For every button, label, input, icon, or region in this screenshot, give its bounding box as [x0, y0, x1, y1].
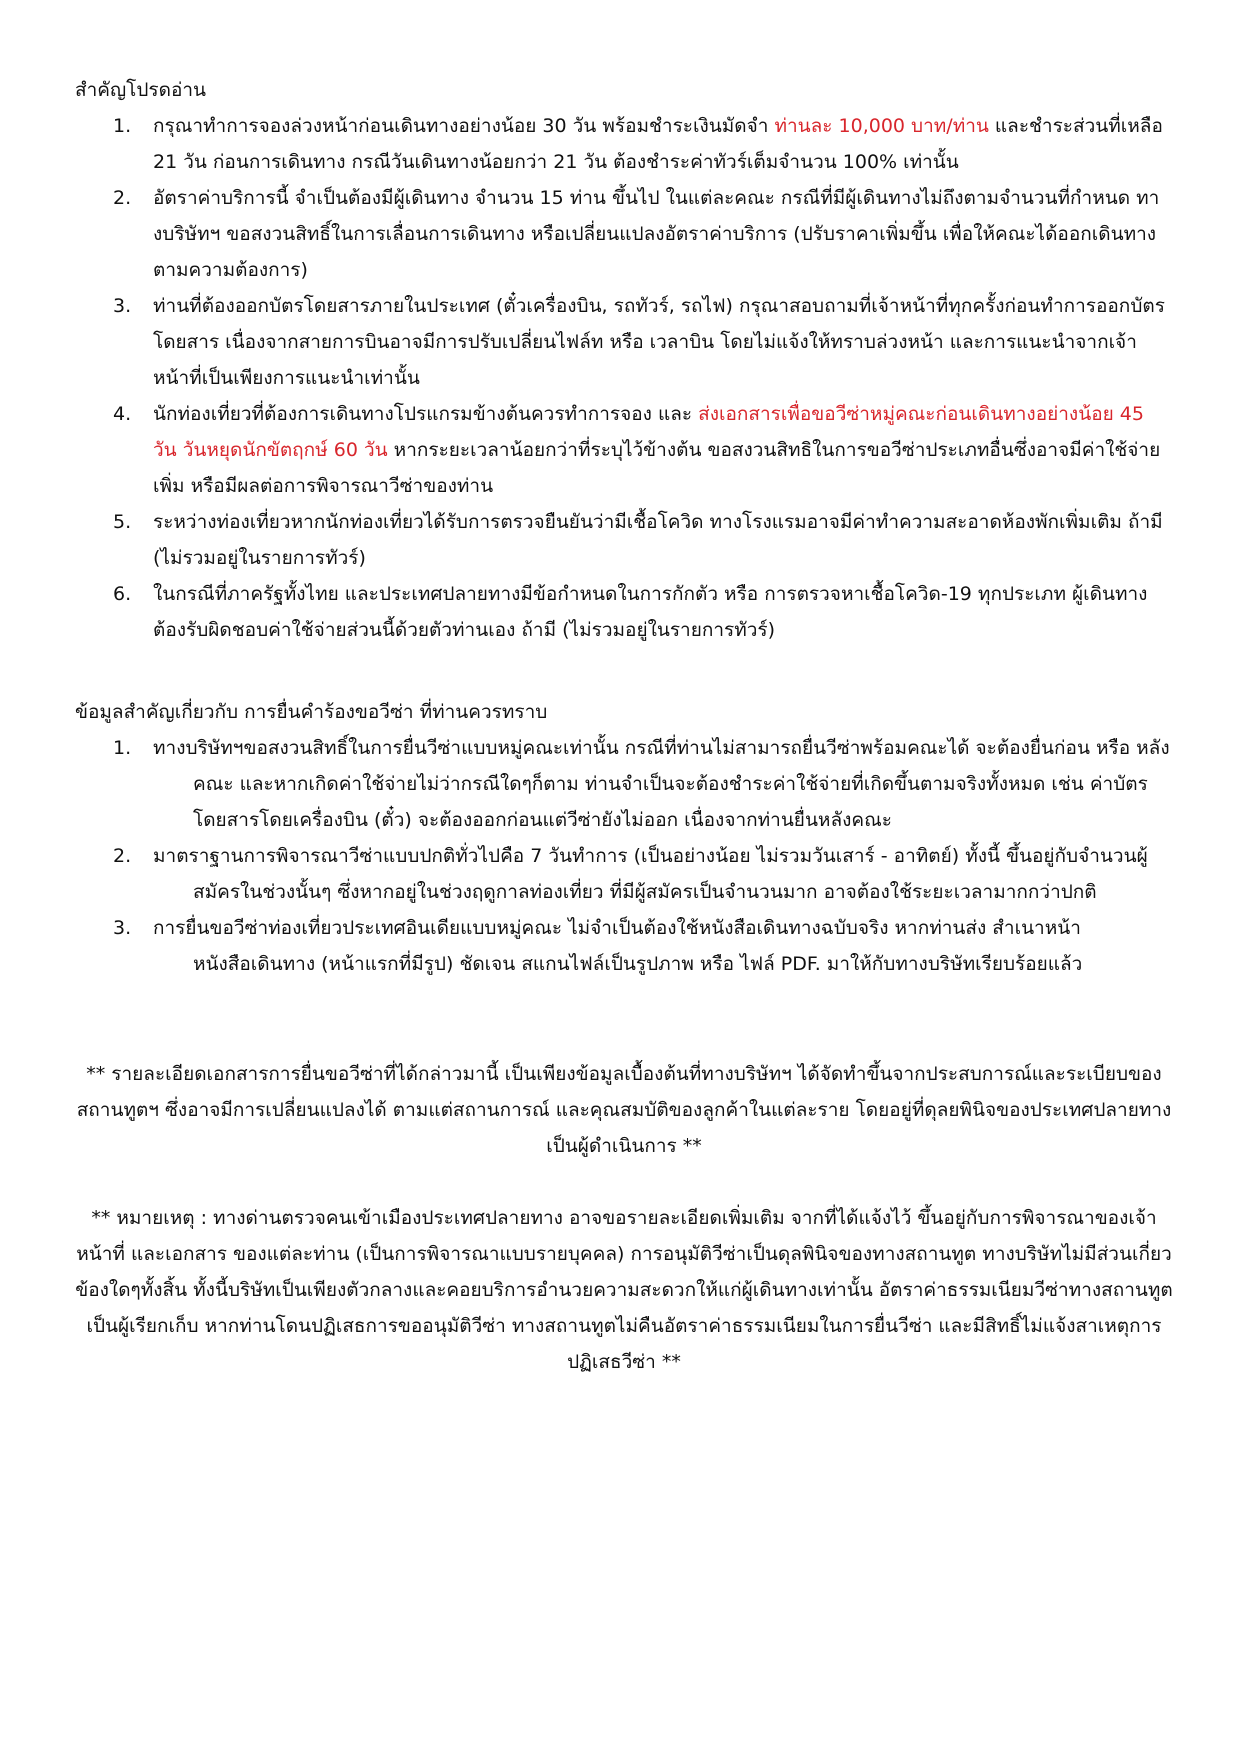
item-text — [153, 108, 1173, 180]
important-heading: สำคัญโปรดอ่าน — [75, 79, 207, 101]
item-text-part: กรุณาทำการจองล่วงหน้าก่อนเดินทางอย่างน้อย 30 วัน พร้อมชำระเงินมัดจำ — [153, 115, 775, 137]
important-item-5 — [113, 504, 1173, 576]
important-item-1 — [113, 108, 1173, 180]
important-item-4 — [113, 396, 1173, 504]
item-text: อัตราค่าบริการนี้ จำเป็นต้องมีผู้เดินทาง จำนวน 15 ท่าน ขึ้นไป ในแต่ละคณะ กรณีที่มีผู้เดินทางไม่ถึงตามจำนวนที่กำหนด ทางบริษัทฯ ขอสงวนสิทธิ์ในการเลื่อนการเดินทาง หรือเปลี่ยนแปลงอัตราค่าบริการ (ปรับราคาเพิ่มขึ้น เพื่อให้คณะได้ออกเดินทางตามความต้องการ) — [153, 187, 1160, 281]
visa-item-2 — [113, 838, 1173, 910]
visa-item-3 — [113, 910, 1173, 982]
item-text-part: นักท่องเที่ยวที่ต้องการเดินทางโปรแกรมข้างต้นควรทำการจอง และ — [153, 403, 699, 425]
item-number: 6. — [113, 583, 132, 605]
item-text — [153, 396, 1173, 504]
item-number: 5. — [113, 511, 132, 533]
item-text: ท่านที่ต้องออกบัตรโดยสารภายในประเทศ (ตั๋วเครื่องบิน, รถทัวร์, รถไฟ) กรุณาสอบถามที่เจ้าหน้าที่ทุกครั้งก่อนทำการออกบัตรโดยสาร เนื่องจากสายการบินอาจมีการปรับเปลี่ยนไฟล์ท หรือ เวลาบิน โดยไม่แจ้งให้ทราบล่วงหน้า และการแนะนำจากเจ้าหน้าที่เป็นเพียงการแนะนำเท่านั้น — [153, 295, 1165, 389]
item-number: 2. — [113, 845, 132, 867]
item-text-part: หากระยะเวลาน้อยกว่าที่ระบุไว้ข้างต้น ขอสงวนสิทธิในการขอวีซ่าประเภทอื่นซึ่งอาจมีค่าใช้จ่ายเพิ่ม หรือมีผลต่อการพิจารณาวีซ่าของท่าน — [153, 439, 1161, 497]
visa-item-1 — [113, 730, 1173, 838]
item-number: 4. — [113, 403, 132, 425]
important-item-6 — [113, 576, 1173, 648]
visa-disclaimer-note: ** รายละเอียดเอกสารการยื่นขอวีซ่าที่ได้กล่าวมานี้ เป็นเพียงข้อมูลเบื้องต้นที่ทางบริษัทฯ ได้จัดทำขึ้นจากประสบการณ์และระเบียบของสถานทูตฯ ซึ่งอาจมีการเปลี่ยนแปลงได้ ตามแต่สถานการณ์ และคุณสมบัติของลูกค้าในแต่ละราย โดยอยู่ที่ดุลยพินิจของประเทศปลายทางเป็นผู้ดำเนินการ ** — [76, 1063, 1172, 1157]
item-number: 1. — [113, 737, 132, 759]
deposit-highlight: ท่านละ 10,000 บาท/ท่าน — [774, 115, 989, 137]
item-text: ในกรณีที่ภาครัฐทั้งไทย และประเทศปลายทางมีข้อกำหนดในการกักตัว หรือ การตรวจหาเชื้อโควิด-19 ทุกประเภท ผู้เดินทางต้องรับผิดชอบค่าใช้จ่ายส่วนนี้ด้วยตัวท่านเอง ถ้ามี (ไม่รวมอยู่ในรายการทัวร์) — [153, 583, 1148, 641]
remark-note: ** หมายเหตุ : ทางด่านตรวจคนเข้าเมืองประเทศปลายทาง อาจขอรายละเอียดเพิ่มเติม จากที่ได้แจ้งไว้ ขึ้นอยู่กับการพิจารณาของเจ้าหน้าที่ และเอกสาร ของแต่ละท่าน (เป็นการพิจารณาแบบรายบุคคล) การอนุมัติวีซ่าเป็นดุลพินิจของทางสถานทูต ทางบริษัทไม่มีส่วนเกี่ยวข้องใดๆทั้งสิ้น ทั้งนี้บริษัทเป็นเพียงตัวกลางและคอยบริการอำนวยความสะดวกให้แก่ผู้เดินทางเท่านั้น อัตราค่าธรรมเนียมวีซ่าทางสถานทูตเป็นผู้เรียกเก็บ หากท่านโดนปฏิเสธการขออนุมัติวีซ่า ทางสถานทูตไม่คืนอัตราค่าธรรมเนียมในการยื่นวีซ่า และมีสิทธิ์ไม่แจ้งสาเหตุการปฏิเสธวีซ่า ** — [75, 1207, 1173, 1373]
important-item-3 — [113, 288, 1173, 396]
visa-deadline-highlight: ส่งเอกสารเพื่อขอวีซ่าหมู่คณะก่อนเดินทางอย่างน้อย 45 วัน วันหยุดนักขัตฤกษ์ 60 วัน — [153, 403, 1144, 461]
item-text: มาตราฐานการพิจารณาวีซ่าแบบปกติทั่วไปคือ 7 วันทำการ (เป็นอย่างน้อย ไม่รวมวันเสาร์ - อาทิตย์) ทั้งนี้ ขึ้นอยู่กับจำนวนผู้สมัครในช่วงนั้นๆ ซึ่งหากอยู่ในช่วงฤดูกาลท่องเที่ยว ที่มีผู้สมัครเป็นจำนวนมาก อาจต้องใช้ระยะเวลามากกว่าปกติ — [153, 845, 1148, 903]
important-item-2 — [113, 180, 1173, 288]
item-number: 3. — [113, 917, 132, 939]
visa-info-heading: ข้อมูลสำคัญเกี่ยวกับ การยื่นคำร้องขอวีซ่า ที่ท่านควรทราบ — [75, 701, 548, 723]
item-text: การยื่นขอวีซ่าท่องเที่ยวประเทศอินเดียแบบหมู่คณะ ไม่จำเป็นต้องใช้หนังสือเดินทางฉบับจริง หากท่านส่ง สำเนาหน้าหนังสือเดินทาง (หน้าแรกที่มีรูป) ชัดเจน สแกนไฟล์เป็นรูปภาพ หรือ ไฟล์ PDF. มาให้กับทางบริษัทเรียบร้อยแล้ว — [153, 917, 1083, 975]
item-text-part: และชำระส่วนที่เหลือ 21 วัน ก่อนการเดินทาง กรณีวันเดินทางน้อยกว่า 21 วัน ต้องชำระค่าทัวร์เต็มจำนวน 100% เท่านั้น — [153, 115, 1163, 173]
item-text: ระหว่างท่องเที่ยวหากนักท่องเที่ยวได้รับการตรวจยืนยันว่ามีเชื้อโควิด ทางโรงแรมอาจมีค่าทำความสะอาดห้องพักเพิ่มเติม ถ้ามี (ไม่รวมอยู่ในรายการทัวร์) — [153, 511, 1163, 569]
item-number: 1. — [113, 115, 132, 137]
item-number: 2. — [113, 187, 132, 209]
item-number: 3. — [113, 295, 132, 317]
item-text: ทางบริษัทฯขอสงวนสิทธิ์ในการยื่นวีซ่าแบบหมู่คณะเท่านั้น กรณีที่ท่านไม่สามารถยื่นวีซ่าพร้อมคณะได้ จะต้องยื่นก่อน หรือ หลัง คณะ และหากเกิดค่าใช้จ่ายไม่ว่ากรณีใดๆก็ตาม ท่านจำเป็นจะต้องชำระค่าใช้จ่ายที่เกิดขึ้นตามจริงทั้งหมด เช่น ค่าบัตรโดยสารโดยเครื่องบิน (ตั๋ว) จะต้องออกก่อนแต่วีซ่ายังไม่ออก เนื่องจากท่านยื่นหลังคณะ — [153, 737, 1170, 831]
